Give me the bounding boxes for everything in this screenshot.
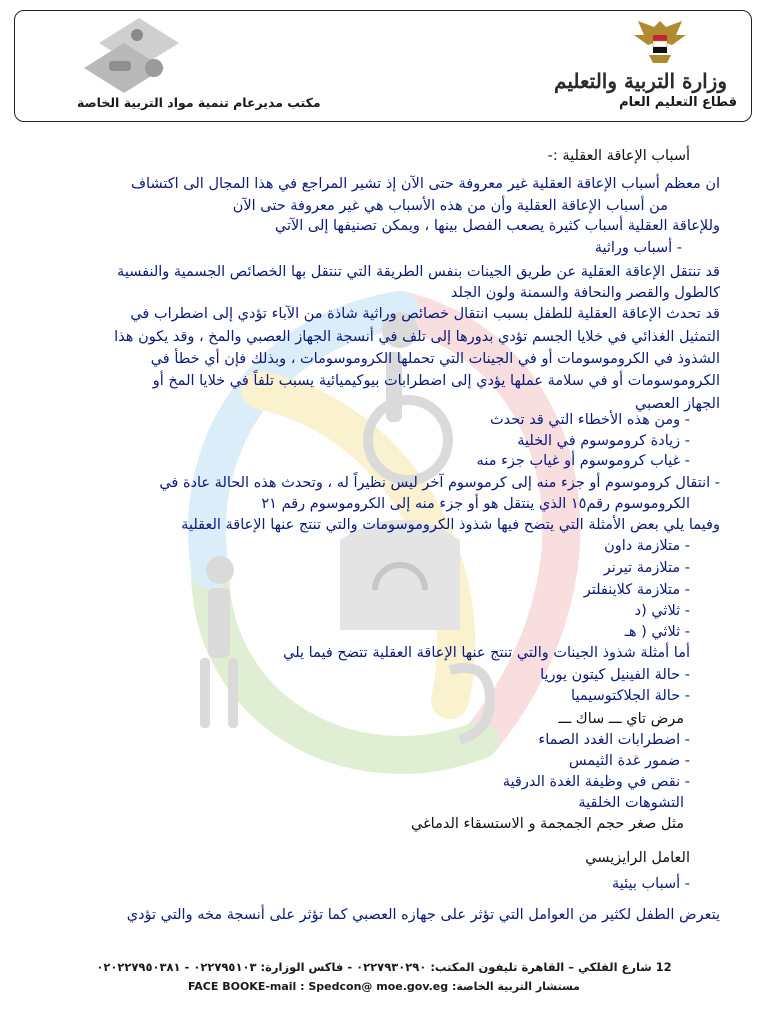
body-line: الكروموسوم رقم١٥ الذي ينتقل هو أو جزء منه إلى الكروموسوم رقم ٢١ <box>261 496 690 512</box>
body-line: وفيما يلي بعض الأمثلة التي يتضح فيها شذوذ الكروموسومات والتي تنتج عنها الإعاقة العقلية <box>181 517 720 533</box>
list-item: مرض تاي ـــ ساك ـــ <box>558 711 684 727</box>
body-line: الجهاز العصبي <box>635 396 720 412</box>
list-item: - انتقال كروموسوم أو جزء منه إلى كرموسوم آخر ليس نظيراً له ، وتحدث هذه الحالة عادة في <box>159 475 720 491</box>
list-item: - نقص في وظيفة الغدة الدرقية <box>502 774 690 790</box>
body-line: يتعرض الطفل لكثير من العوامل التي تؤثر على جهازه العصبي كما تؤثر على أنسجة مخه والتي تؤدي <box>126 907 720 923</box>
list-item: - اضطرابات الغدد الصماء <box>538 732 690 748</box>
footer-address: 12 شارع الفلكي – القاهرة تليفون المكتب: ٠٢٢٧٩٣٠٢٩٠ - فاكس الوزارة: ٠٢٢٧٩٥١٠٣ - ٠٢٠٢٢٧٩٥٠٣٨١ <box>96 960 672 974</box>
body-line: من أسباب الإعاقة العقلية وأن من هذه الأسباب هي غير معروفة حتى الآن <box>232 198 668 214</box>
section-heading: أسباب الإعاقة العقلية :- <box>547 148 690 164</box>
footer-contact: مستشار التربية الخاصة: FACE BOOKE-mail : Spedcon@ moe.gov.eg <box>188 980 580 993</box>
ministry-name: وزارة التربية والتعليم <box>554 69 727 93</box>
list-item: - حالة الفينيل كيتون يوريا <box>540 667 690 683</box>
body-line: الكروموسومات أو في سلامة عملها يؤدي إلى اضطرابات بيوكيميائية يسبب تلفاً في خلايا المخ أو <box>152 373 720 389</box>
list-item: - متلازمة تيرنر <box>603 560 690 576</box>
body-line: قد تنتقل الإعاقة العقلية عن طريق الجينات بنفس الطريقة التي تنتقل بها الخصائص الجسمية والنفسية <box>117 264 720 280</box>
list-item: - حالة الجلاكتوسيميا <box>571 688 690 704</box>
list-item: - متلازمة كلاينفلتر <box>583 582 690 598</box>
list-item: - ضمور غدة الثيمس <box>568 753 690 769</box>
body-line: التمثيل الغذائي في خلايا الجسم تؤدي بدورها إلى تلف في أنسجة الجهاز العصبي والمخ ، وقد يكون هذا <box>114 329 720 345</box>
body-line: أما أمثلة شذوذ الجينات والتي تنتج عنها الإعاقة العقلية تتضح فيما يلي <box>283 645 690 661</box>
body-line: العامل الرايزيسي <box>585 850 690 866</box>
body-line: قد تحدث الإعاقة العقلية للطفل بسبب انتقال خصائص وراثية شاذة من الآباء تؤدي إلى اضطراب في <box>130 306 720 322</box>
body-line: وللإعاقة العقلية أسباب كثيرة يصعب الفصل بينها ، ويمكن تصنيفها إلى الآتي <box>274 218 720 234</box>
list-item: - زيادة كروموسوم في الخلية <box>517 433 690 449</box>
list-item: - ثلاثي ( هـ <box>624 624 690 640</box>
list-item: - متلازمة داون <box>604 538 690 554</box>
list-item: - غياب كروموسوم أو غياب جزء منه <box>476 453 690 469</box>
sector-name: قطاع التعليم العام <box>619 95 737 110</box>
list-item: - ومن هذه الأخطاء التي قد تحدث <box>489 412 690 428</box>
body-line: كالطول والقصر والنحافة والسمنة ولون الجلد <box>450 285 720 301</box>
office-name: مكتب مديرعام تنمية مواد التربية الخاصة <box>77 95 321 110</box>
body-line: الشذوذ في الكروموسومات أو في الجينات التي تحملها الكروموسومات ، وبذلك فإن أي خطأ في <box>150 351 720 367</box>
subheading: التشوهات الخلقية <box>578 795 684 811</box>
list-item: - ثلاثي (د <box>634 603 690 619</box>
list-item: - أسباب بيئية <box>611 876 690 892</box>
body-line: مثل صغر حجم الجمجمة و الاستسقاء الدماغي <box>410 816 684 832</box>
body-line: - أسباب وراثية <box>594 240 682 256</box>
body-line: ان معظم أسباب الإعاقة العقلية غير معروفة حتى الآن إذ تشير المراجع في هذا المجال الى اكتشاف <box>131 176 720 192</box>
